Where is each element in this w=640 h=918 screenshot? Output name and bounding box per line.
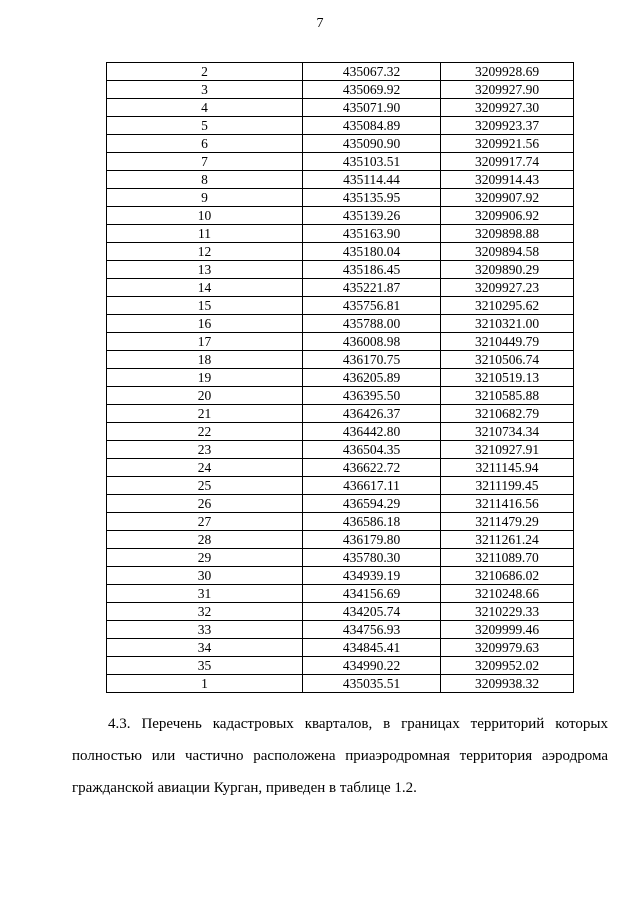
y-coordinate-cell: 3211261.24 (441, 531, 574, 549)
point-number-cell: 10 (107, 207, 303, 225)
point-number-cell: 1 (107, 675, 303, 693)
x-coordinate-cell: 435135.95 (303, 189, 441, 207)
point-number-cell: 8 (107, 171, 303, 189)
x-coordinate-cell: 436617.11 (303, 477, 441, 495)
x-coordinate-cell: 436426.37 (303, 405, 441, 423)
point-number-cell: 22 (107, 423, 303, 441)
x-coordinate-cell: 436594.29 (303, 495, 441, 513)
table-row (107, 675, 574, 693)
table-row (107, 369, 574, 387)
point-number-cell: 6 (107, 135, 303, 153)
page-number: 7 (316, 16, 324, 31)
table-row (107, 495, 574, 513)
point-number-cell: 11 (107, 225, 303, 243)
table-row (107, 459, 574, 477)
y-coordinate-cell: 3210248.66 (441, 585, 574, 603)
table-row (107, 585, 574, 603)
x-coordinate-cell: 436586.18 (303, 513, 441, 531)
table-row (107, 225, 574, 243)
y-coordinate-cell: 3210295.62 (441, 297, 574, 315)
y-coordinate-cell: 3209979.63 (441, 639, 574, 657)
x-coordinate-cell: 435221.87 (303, 279, 441, 297)
point-number-cell: 21 (107, 405, 303, 423)
y-coordinate-cell: 3211089.70 (441, 549, 574, 567)
table-row (107, 549, 574, 567)
table-row (107, 171, 574, 189)
point-number-cell: 27 (107, 513, 303, 531)
y-coordinate-cell: 3211479.29 (441, 513, 574, 531)
point-number-cell: 7 (107, 153, 303, 171)
x-coordinate-cell: 435114.44 (303, 171, 441, 189)
table-row (107, 567, 574, 585)
coordinates-table (106, 62, 574, 693)
y-coordinate-cell: 3211145.94 (441, 459, 574, 477)
y-coordinate-cell: 3210321.00 (441, 315, 574, 333)
point-number-cell: 3 (107, 81, 303, 99)
point-number-cell: 18 (107, 351, 303, 369)
y-coordinate-cell: 3209890.29 (441, 261, 574, 279)
table-row (107, 63, 574, 81)
x-coordinate-cell: 435103.51 (303, 153, 441, 171)
y-coordinate-cell: 3210449.79 (441, 333, 574, 351)
table-row (107, 135, 574, 153)
table-row (107, 315, 574, 333)
table-row (107, 207, 574, 225)
y-coordinate-cell: 3209906.92 (441, 207, 574, 225)
x-coordinate-cell: 435090.90 (303, 135, 441, 153)
table-row (107, 441, 574, 459)
table-row (107, 639, 574, 657)
x-coordinate-cell: 435180.04 (303, 243, 441, 261)
point-number-cell: 29 (107, 549, 303, 567)
point-number-cell: 19 (107, 369, 303, 387)
table-row (107, 603, 574, 621)
section-4-3-paragraph: 4.3. Перечень кадастровых кварталов, в границах территорий которых полностью или частично расположена приаэродромная территория аэродрома гражданской авиации Курган, приведен в таблице 1.2. (72, 716, 608, 796)
point-number-cell: 26 (107, 495, 303, 513)
y-coordinate-cell: 3209923.37 (441, 117, 574, 135)
x-coordinate-cell: 435139.26 (303, 207, 441, 225)
y-coordinate-cell: 3210585.88 (441, 387, 574, 405)
y-coordinate-cell: 3211199.45 (441, 477, 574, 495)
y-coordinate-cell: 3209952.02 (441, 657, 574, 675)
x-coordinate-cell: 435035.51 (303, 675, 441, 693)
y-coordinate-cell: 3210506.74 (441, 351, 574, 369)
y-coordinate-cell: 3209914.43 (441, 171, 574, 189)
table-row (107, 279, 574, 297)
point-number-cell: 14 (107, 279, 303, 297)
y-coordinate-cell: 3210229.33 (441, 603, 574, 621)
x-coordinate-cell: 434990.22 (303, 657, 441, 675)
coordinates-table-body (107, 63, 574, 693)
y-coordinate-cell: 3209999.46 (441, 621, 574, 639)
x-coordinate-cell: 436008.98 (303, 333, 441, 351)
table-row (107, 153, 574, 171)
table-row (107, 531, 574, 549)
point-number-cell: 24 (107, 459, 303, 477)
point-number-cell: 35 (107, 657, 303, 675)
table-row (107, 351, 574, 369)
x-coordinate-cell: 436395.50 (303, 387, 441, 405)
y-coordinate-cell: 3209917.74 (441, 153, 574, 171)
point-number-cell: 33 (107, 621, 303, 639)
point-number-cell: 12 (107, 243, 303, 261)
x-coordinate-cell: 435756.81 (303, 297, 441, 315)
x-coordinate-cell: 434756.93 (303, 621, 441, 639)
x-coordinate-cell: 435071.90 (303, 99, 441, 117)
point-number-cell: 25 (107, 477, 303, 495)
table-row (107, 405, 574, 423)
table-row (107, 657, 574, 675)
x-coordinate-cell: 436170.75 (303, 351, 441, 369)
x-coordinate-cell: 435069.92 (303, 81, 441, 99)
y-coordinate-cell: 3210927.91 (441, 441, 574, 459)
x-coordinate-cell: 435084.89 (303, 117, 441, 135)
y-coordinate-cell: 3209898.88 (441, 225, 574, 243)
table-row (107, 387, 574, 405)
table-row (107, 333, 574, 351)
table-row (107, 297, 574, 315)
y-coordinate-cell: 3209927.30 (441, 99, 574, 117)
x-coordinate-cell: 434156.69 (303, 585, 441, 603)
point-number-cell: 5 (107, 117, 303, 135)
x-coordinate-cell: 436504.35 (303, 441, 441, 459)
x-coordinate-cell: 436205.89 (303, 369, 441, 387)
table-row (107, 243, 574, 261)
table-row (107, 117, 574, 135)
table-row (107, 621, 574, 639)
x-coordinate-cell: 435788.00 (303, 315, 441, 333)
point-number-cell: 28 (107, 531, 303, 549)
y-coordinate-cell: 3211416.56 (441, 495, 574, 513)
y-coordinate-cell: 3209927.90 (441, 81, 574, 99)
point-number-cell: 9 (107, 189, 303, 207)
table-row (107, 81, 574, 99)
y-coordinate-cell: 3210519.13 (441, 369, 574, 387)
x-coordinate-cell: 436442.80 (303, 423, 441, 441)
y-coordinate-cell: 3209928.69 (441, 63, 574, 81)
x-coordinate-cell: 435780.30 (303, 549, 441, 567)
point-number-cell: 30 (107, 567, 303, 585)
table-row (107, 261, 574, 279)
table-row (107, 423, 574, 441)
x-coordinate-cell: 434845.41 (303, 639, 441, 657)
x-coordinate-cell: 435163.90 (303, 225, 441, 243)
x-coordinate-cell: 435067.32 (303, 63, 441, 81)
y-coordinate-cell: 3210686.02 (441, 567, 574, 585)
y-coordinate-cell: 3209927.23 (441, 279, 574, 297)
point-number-cell: 13 (107, 261, 303, 279)
point-number-cell: 20 (107, 387, 303, 405)
x-coordinate-cell: 436179.80 (303, 531, 441, 549)
x-coordinate-cell: 434939.19 (303, 567, 441, 585)
point-number-cell: 16 (107, 315, 303, 333)
y-coordinate-cell: 3209894.58 (441, 243, 574, 261)
x-coordinate-cell: 435186.45 (303, 261, 441, 279)
point-number-cell: 31 (107, 585, 303, 603)
y-coordinate-cell: 3209921.56 (441, 135, 574, 153)
table-row (107, 189, 574, 207)
point-number-cell: 32 (107, 603, 303, 621)
y-coordinate-cell: 3209938.32 (441, 675, 574, 693)
point-number-cell: 23 (107, 441, 303, 459)
point-number-cell: 17 (107, 333, 303, 351)
x-coordinate-cell: 434205.74 (303, 603, 441, 621)
y-coordinate-cell: 3209907.92 (441, 189, 574, 207)
x-coordinate-cell: 436622.72 (303, 459, 441, 477)
point-number-cell: 2 (107, 63, 303, 81)
point-number-cell: 34 (107, 639, 303, 657)
table-row (107, 99, 574, 117)
y-coordinate-cell: 3210734.34 (441, 423, 574, 441)
point-number-cell: 4 (107, 99, 303, 117)
y-coordinate-cell: 3210682.79 (441, 405, 574, 423)
table-row (107, 477, 574, 495)
point-number-cell: 15 (107, 297, 303, 315)
table-row (107, 513, 574, 531)
